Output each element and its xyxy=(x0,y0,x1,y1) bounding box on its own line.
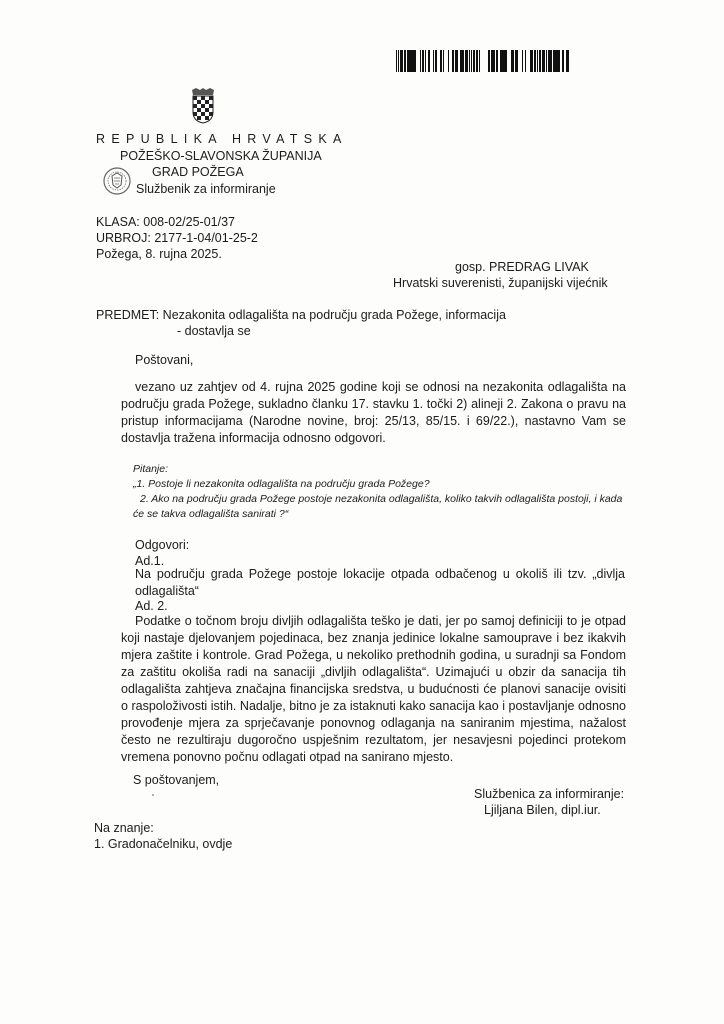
klasa: KLASA: 008-02/25-01/37 xyxy=(96,215,235,229)
stray-dot xyxy=(152,794,154,796)
signer-name: Ljiljana Bilen, dipl.iur. xyxy=(484,803,601,817)
answers-label: Odgovori: xyxy=(135,538,190,552)
cc-item: 1. Gradonačelniku, ovdje xyxy=(94,837,233,851)
city-name: GRAD POŽEGA xyxy=(152,165,244,179)
country-name: REPUBLIKA HRVATSKA xyxy=(96,132,348,146)
seal-icon xyxy=(102,166,132,196)
urbroj: URBROJ: 2177-1-04/01-25-2 xyxy=(96,231,258,245)
intro-paragraph: vezano uz zahtjev od 4. rujna 2025 godine koji se odnosi na nezakonita odlagališta na području grada Požege, sukladno članku 17. stavku 1. točki 2) alineji 2. Zakona o pravu na pristup informacijama (Narodne novine, broj: 25/13, 85/15. i 69/22.), nastavno Vam se dostavlja tražena informacija odnosno odgovori. xyxy=(121,380,626,445)
place-date: Požega, 8. rujna 2025. xyxy=(96,247,222,261)
answer-1-label: Ad.1. xyxy=(135,554,165,568)
barcode xyxy=(396,50,572,72)
answer-2-text: Podatke o točnom broju divljih odlagališta teško je dati, jer po samoj definiciji to je otpad koji nastaje djelovanjem pojedinaca, bez znanja jedinice lokalne samouprave i bez ikakvih mjera zaštite i kontrole. Grad Požega, u nekoliko prethodnih godina, u suradnji sa Fondom za zaštitu okoliša radi na sanaciji „divljih odlagališta“. Uzimajući u obzir da sanacija tih odlagališta zahtjeva značajna financijska sredstva, u budućnosti će planovi sanacije ovisiti o raspoloživosti istih. Nadalje, bitno je za istaknuti kako sanacija kao i postavljanje odnosno provođenje mjera za sprječavanje ponovnog odlaganja na saniranim mjestima, nažalost često ne rezultiraju dugoročno uspješnim rezultatom, jer nesavjesni pojedinci protekom vremena ponovno počnu odlagati otpad na sanirano mjesto. xyxy=(121,614,626,764)
subject-line: PREDMET: Nezakonita odlagališta na području grada Požege, informacija xyxy=(96,308,506,322)
regards: S poštovanjem, xyxy=(133,773,220,787)
greeting: Poštovani, xyxy=(135,353,194,367)
answer-2-label: Ad. 2. xyxy=(135,599,168,613)
county-name: POŽEŠKO-SLAVONSKA ŽUPANIJA xyxy=(120,149,322,163)
office-name: Službenik za informiranje xyxy=(136,182,276,196)
cc-label: Na znanje: xyxy=(94,821,154,835)
question-label: Pitanje: xyxy=(133,463,169,475)
question-2-line-1: 2. Ako na području grada Požege postoje nezakonita odlagališta, koliko takvih odlagališta postoji, i kada xyxy=(140,493,623,505)
signer-title: Službenica za informiranje: xyxy=(474,787,625,801)
recipient-role: Hrvatski suverenisti, županijski vijećnik xyxy=(393,276,608,290)
recipient-name: gosp. PREDRAG LIVAK xyxy=(455,260,589,274)
coat-of-arms-icon xyxy=(190,88,216,124)
question-1: „1. Postoje li nezakonita odlagališta na području grada Požege? xyxy=(133,478,430,490)
answer-1-text: Na području grada Požege postoje lokacije otpada odbačenog u okoliš ili tzv. „divlja odlagališta“ xyxy=(135,567,625,598)
question-2-line-2: će se takva odlagališta sanirati ?“ xyxy=(133,508,289,520)
subject-line-2: - dostavlja se xyxy=(177,324,251,338)
